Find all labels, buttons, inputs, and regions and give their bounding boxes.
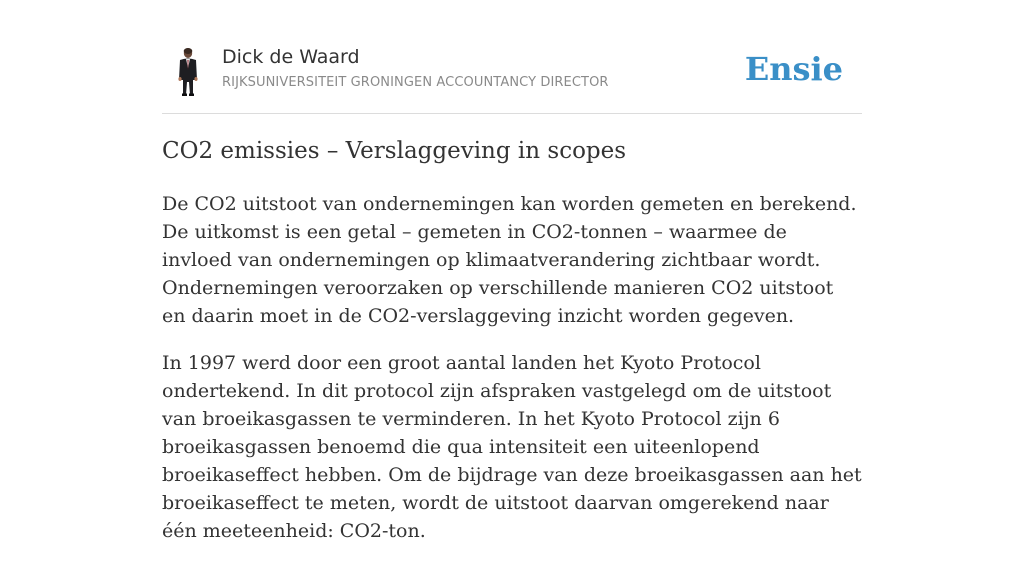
author-role: RIJKSUNIVERSITEIT GRONINGEN ACCOUNTANCY DIRECTOR [222,75,609,90]
author-avatar[interactable] [172,46,204,96]
author-name[interactable]: Dick de Waard [222,46,360,68]
article-paragraph: In 1997 werd door een groot aantal landen het Kyoto Protocol ondertekend. In dit protocol zijn afspraken vastgelegd om de uitstoot van broeikasgassen te verminderen. In het Kyoto Protocol zijn 6 broeikasgassen benoemd die qua intensiteit een uiteenlopend broeikaseffect hebben. Om de bijdrage van deze broeikasgassen aan het broeikaseffect te meten, wordt de uitstoot daarvan omgerekend naar één meeteenheid: CO2-ton. [162,352,862,542]
article-body [162,190,862,564]
article-title: CO2 emissies – Verslaggeving in scopes [162,138,627,164]
article-paragraph: De CO2 uitstoot van ondernemingen kan worden gemeten en berekend. De uitkomst is een getal – gemeten in CO2-tonnen – waarmee de invloed van ondernemingen op klimaatverandering zichtbaar wordt. Ondernemingen veroorzaken op verschillende manieren CO2 uitstoot en daarin moet in de CO2-verslaggeving inzicht worden gegeven. [162,193,857,327]
page-container [162,0,862,542]
author-header [162,0,862,114]
brand-logo[interactable]: Ensie [744,50,843,88]
